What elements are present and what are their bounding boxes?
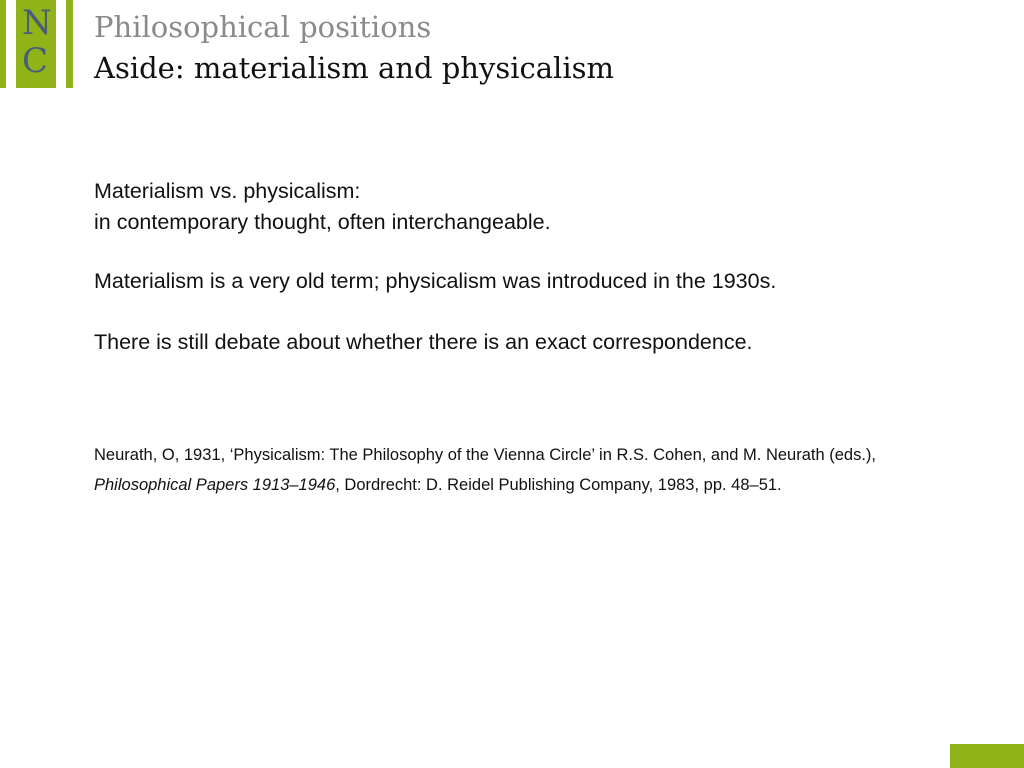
reference-text: , Dordrecht: D. Reidel Publishing Company, 1983, pp. 48–51. [335, 476, 782, 494]
section-title: Philosophical positions [94, 10, 432, 44]
paragraph-debate: There is still debate about whether there is an exact correspondence. [94, 330, 753, 354]
logo-left-bar [6, 0, 16, 88]
reference-text: Neurath, O, 1931, ‘Physicalism: The Philosophy of the Vienna Circle’ in R.S. Cohen, and M. Neurath (eds.), [94, 446, 877, 464]
logo [0, 0, 73, 88]
paragraph-line: in contemporary thought, often interchangeable. [94, 210, 551, 234]
paragraph-history: Materialism is a very old term; physicalism was introduced in the 1930s. [94, 269, 777, 293]
paragraph-materialism-vs-physicalism [94, 176, 551, 238]
logo-letter-c: C [22, 41, 49, 81]
logo-right-bar [56, 0, 66, 88]
paragraph-line: Materialism vs. physicalism: [94, 179, 361, 203]
reference-book-title: Philosophical Papers 1913–1946 [94, 476, 336, 494]
reference-citation [94, 440, 954, 500]
slide-title: Aside: materialism and physicalism [94, 51, 614, 85]
logo-letter-n: N [22, 3, 52, 43]
footer-accent-bar [950, 744, 1024, 768]
